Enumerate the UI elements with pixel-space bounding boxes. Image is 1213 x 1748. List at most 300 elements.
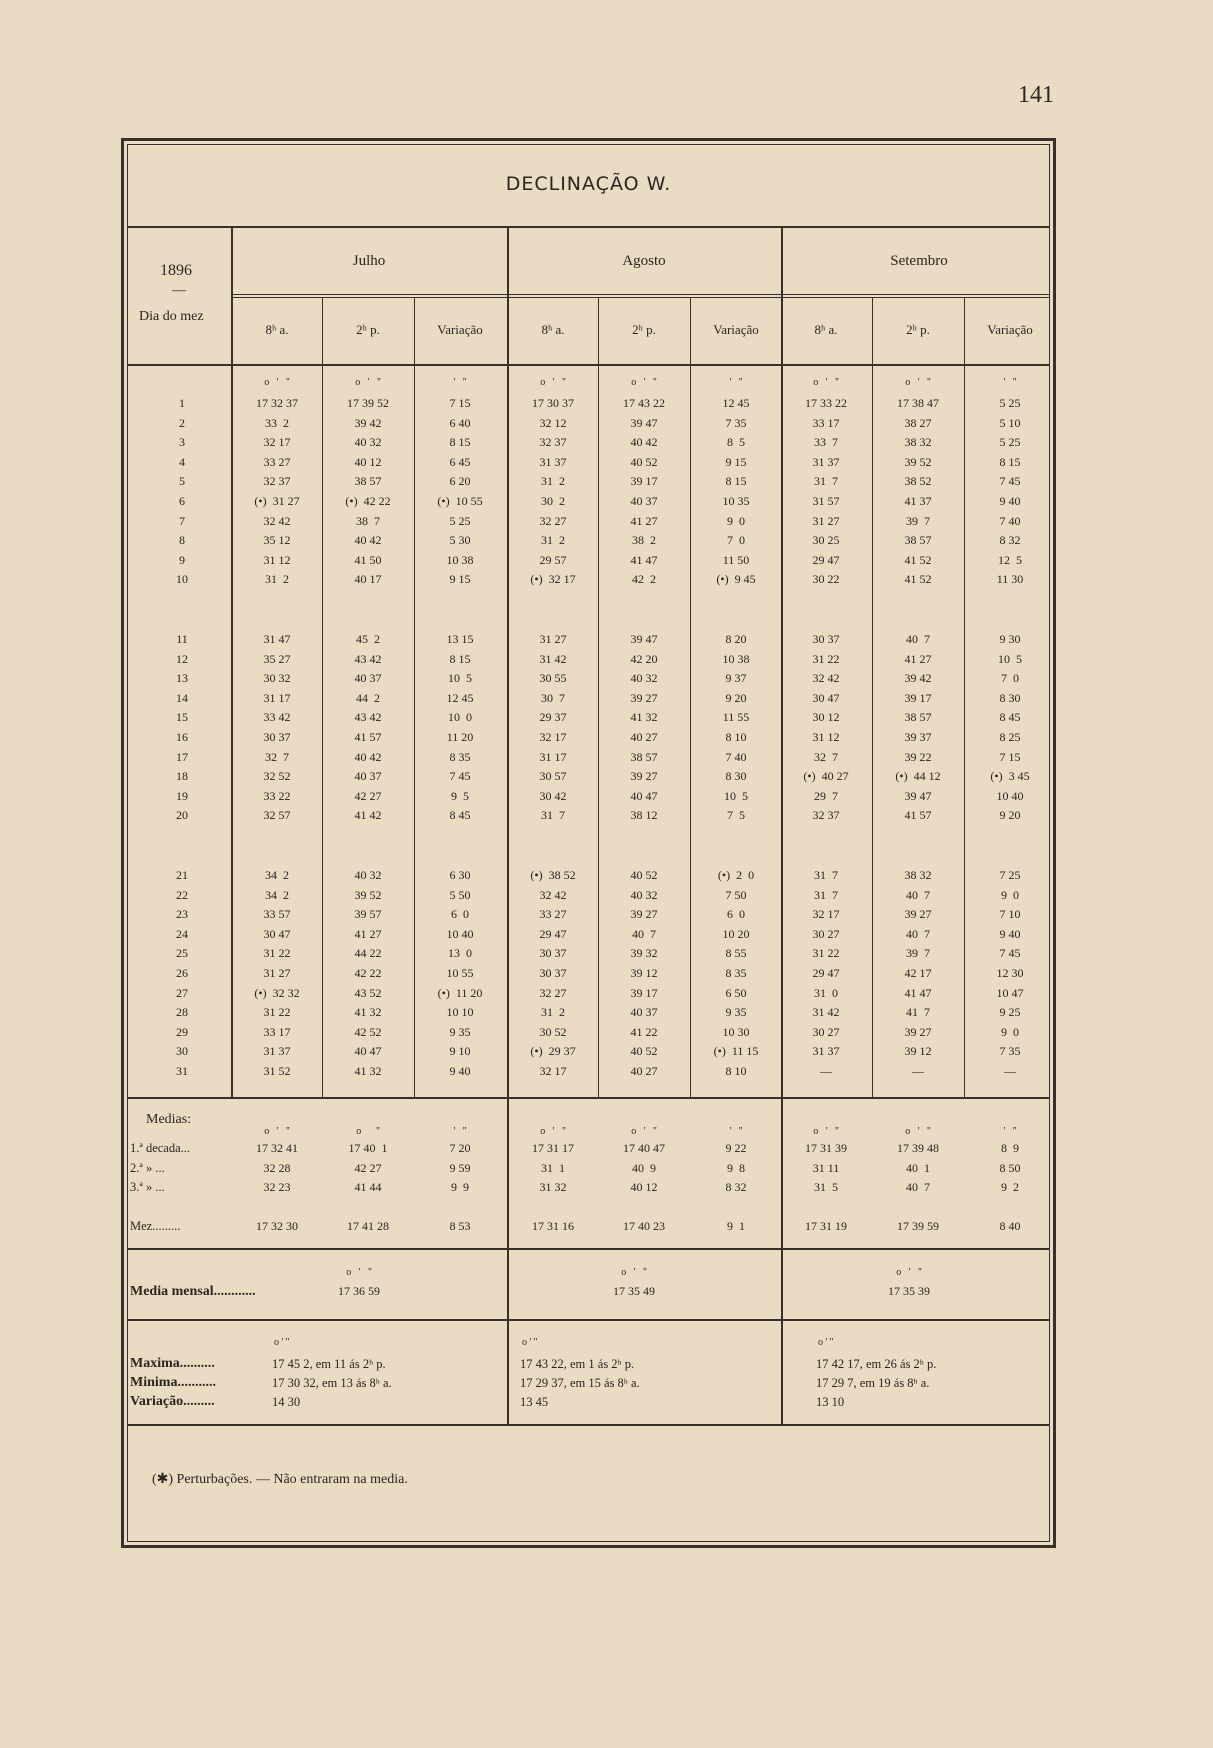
- col-sep-j2: [322, 298, 323, 1097]
- extremes-rule: [127, 1424, 1050, 1426]
- table-cell: 41 32: [354, 1064, 382, 1078]
- table-cell: 40 37: [630, 1005, 658, 1020]
- subheader-1-2: Variação: [713, 322, 759, 337]
- mez-rule: [127, 1248, 1050, 1250]
- table-cell: —: [820, 1064, 832, 1078]
- table-cell: 6 50: [725, 985, 747, 1000]
- table-cell: 10 38: [446, 552, 474, 567]
- table-cell: 40 9: [632, 1160, 656, 1175]
- unit-mark: o ' '': [540, 1126, 566, 1137]
- table-cell: 32 37: [539, 435, 567, 450]
- title-rule: [127, 226, 1050, 228]
- table-cell: 32 42: [263, 513, 291, 528]
- unit-mark: o ' '': [274, 1337, 290, 1348]
- table-cell: 8 10: [725, 730, 747, 744]
- table-cell: 8 30: [725, 769, 747, 784]
- table-cell: 10 38: [722, 651, 750, 666]
- day-number: 17: [176, 749, 188, 764]
- table-cell: (•) 32 32: [254, 985, 300, 1000]
- table-cell: 43 52: [354, 985, 382, 1000]
- table-cell: 8 5: [727, 435, 745, 450]
- table-cell: 9 10: [449, 1044, 471, 1059]
- table-cell: 40 37: [630, 494, 658, 508]
- table-cell: 42 27: [354, 1160, 382, 1175]
- table-cell: 41 44: [354, 1180, 382, 1194]
- table-cell: 39 42: [354, 415, 382, 430]
- table-cell: 9 0: [1001, 1024, 1019, 1039]
- table-cell: 8 35: [449, 749, 471, 764]
- table-cell: 38 57: [354, 474, 382, 489]
- table-cell: 11 30: [996, 572, 1024, 587]
- table-cell: 8 9: [1001, 1141, 1019, 1155]
- table-cell: 9 20: [999, 808, 1021, 823]
- table-cell: 40 7: [906, 926, 930, 941]
- table-cell: 31 37: [812, 1044, 840, 1059]
- table-cell: 32 17: [539, 1064, 567, 1078]
- table-cell: 31 22: [263, 946, 291, 961]
- table-cell: 30 37: [539, 946, 567, 961]
- table-cell: 8 45: [999, 710, 1021, 725]
- table-cell: (•) 11 20: [437, 985, 483, 1000]
- subheader-1-1: 2ʰ p.: [632, 322, 656, 337]
- col-sep-s2: [872, 298, 873, 1097]
- table-cell: 33 17: [263, 1024, 291, 1039]
- table-cell: 33 17: [812, 415, 840, 430]
- table-cell: 44 22: [354, 946, 382, 961]
- table-cell: 41 27: [904, 651, 932, 666]
- table-cell: 42 20: [630, 651, 658, 666]
- table-cell: 10 40: [446, 926, 474, 941]
- extreme-value: 17 30 32, em 13 ás 8ʰ a.: [272, 1376, 392, 1390]
- table-cell: 17 32 41: [256, 1141, 298, 1155]
- table-cell: 7 25: [999, 868, 1021, 882]
- table-title: DECLINAÇÃO W.: [505, 173, 672, 195]
- table-cell: 31 52: [263, 1064, 291, 1078]
- table-cell: 9 35: [725, 1005, 747, 1020]
- day-number: 16: [176, 730, 188, 744]
- table-cell: 8 25: [999, 730, 1021, 744]
- table-cell: 8 15: [725, 474, 747, 489]
- table-cell: 40 52: [630, 1044, 658, 1059]
- table-cell: 8 10: [725, 1064, 747, 1078]
- media-mensal-value: 17 36 59: [338, 1284, 380, 1298]
- table-cell: 43 42: [354, 651, 382, 666]
- table-cell: 13 0: [448, 946, 472, 961]
- table-cell: 17 31 16: [532, 1219, 574, 1233]
- table-cell: 9 20: [725, 690, 747, 705]
- media-mensal-label: Media mensal............: [130, 1284, 256, 1299]
- table-cell: (•) 2 0: [717, 868, 755, 882]
- table-frame-inner: [127, 144, 1050, 1542]
- table-cell: 7 0: [727, 533, 745, 548]
- month-julho: Julho: [352, 253, 386, 269]
- table-cell: 42 17: [904, 966, 932, 980]
- table-cell: 39 47: [630, 632, 658, 646]
- table-cell: 39 12: [630, 966, 658, 980]
- subheader-2-2: Variação: [987, 322, 1033, 337]
- table-cell: 10 5: [448, 671, 472, 686]
- day-number: 19: [176, 788, 188, 803]
- table-cell: 10 47: [996, 985, 1024, 1000]
- table-cell: 7 35: [999, 1044, 1021, 1059]
- table-cell: 40 32: [354, 435, 382, 450]
- table-cell: 31 7: [814, 474, 838, 489]
- unit-mark: o ' '': [813, 1126, 839, 1137]
- table-cell: 40 52: [630, 868, 658, 882]
- table-cell: 7 40: [725, 749, 747, 764]
- table-cell: 8 45: [449, 808, 471, 823]
- table-cell: 12 45: [446, 690, 474, 705]
- table-cell: 17 39 52: [347, 396, 389, 410]
- mez-label: Mez.........: [130, 1219, 181, 1233]
- table-cell: 6 40: [449, 415, 471, 430]
- col-sep-julho: [507, 228, 509, 1424]
- day-number: 13: [176, 671, 188, 686]
- table-cell: 34 2: [265, 887, 289, 902]
- table-cell: 12 45: [722, 396, 750, 410]
- day-number: 9: [179, 552, 185, 567]
- table-cell: 17 41 28: [347, 1219, 389, 1233]
- day-number: 27: [176, 985, 188, 1000]
- table-cell: 39 27: [630, 690, 658, 705]
- day-number: 25: [176, 946, 188, 961]
- table-cell: 40 1: [906, 1160, 930, 1175]
- unit-mark: o ' '': [621, 1267, 647, 1278]
- day-number: 28: [176, 1005, 188, 1020]
- col-sep-a3: [690, 298, 691, 1097]
- table-cell: 17 31 17: [532, 1141, 574, 1155]
- table-cell: 17 40 47: [623, 1141, 665, 1155]
- day-number: 23: [176, 907, 188, 922]
- table-cell: 38 7: [356, 513, 380, 528]
- unit-mark: ' '': [1003, 377, 1017, 388]
- table-cell: 9 25: [999, 1005, 1021, 1020]
- table-cell: 39 27: [904, 907, 932, 922]
- table-cell: —: [912, 1064, 924, 1078]
- day-number: 15: [176, 710, 188, 725]
- table-cell: 40 12: [354, 454, 382, 469]
- col-sep-j3: [414, 298, 415, 1097]
- table-cell: 9 1: [727, 1219, 745, 1233]
- table-cell: 32 27: [539, 985, 567, 1000]
- table-cell: 31 22: [812, 651, 840, 666]
- table-cell: 5 30: [449, 533, 471, 548]
- table-cell: 12 5: [998, 552, 1022, 567]
- table-cell: 30 47: [263, 926, 291, 941]
- day-number: 1: [179, 396, 185, 410]
- table-cell: 7 45: [449, 769, 471, 784]
- table-cell: 31 42: [539, 651, 567, 666]
- table-cell: 38 32: [904, 435, 932, 450]
- table-cell: 40 7: [906, 1180, 930, 1194]
- table-cell: (•) 31 27: [254, 494, 300, 508]
- table-cell: 45 2: [356, 632, 380, 646]
- table-cell: 40 7: [906, 632, 930, 646]
- table-cell: 31 0: [814, 985, 838, 1000]
- day-number: 22: [176, 887, 188, 902]
- table-cell: 32 37: [263, 474, 291, 489]
- table-cell: (•) 44 12: [895, 769, 941, 784]
- table-cell: (•) 42 22: [345, 494, 391, 508]
- unit-mark: o ' '': [264, 377, 290, 388]
- table-cell: 39 27: [630, 907, 658, 922]
- table-cell: 32 17: [263, 435, 291, 450]
- table-cell: 39 57: [354, 907, 382, 922]
- table-cell: 11 55: [722, 710, 750, 725]
- unit-mark: o ' '': [813, 377, 839, 388]
- table-cell: 32 23: [263, 1180, 291, 1194]
- table-cell: 32 7: [265, 749, 289, 764]
- table-cell: 40 47: [354, 1044, 382, 1059]
- extreme-label: Variação.........: [130, 1394, 215, 1409]
- table-cell: 33 2: [265, 415, 289, 430]
- table-cell: 9 35: [449, 1024, 471, 1039]
- table-cell: 41 42: [354, 808, 382, 823]
- table-cell: 8 35: [725, 966, 747, 980]
- table-cell: 6 0: [451, 907, 469, 922]
- table-cell: 17 32 30: [256, 1219, 298, 1233]
- table-cell: (•) 9 45: [716, 572, 756, 587]
- table-cell: 40 52: [630, 454, 658, 469]
- table-cell: 34 2: [265, 868, 289, 882]
- day-number: 2: [179, 415, 185, 430]
- day-number: 12: [176, 651, 188, 666]
- table-cell: 30 22: [812, 572, 840, 587]
- table-cell: 33 57: [263, 907, 291, 922]
- table-cell: 17 39 48: [897, 1141, 939, 1155]
- table-cell: 31 57: [812, 494, 840, 508]
- table-cell: 9 0: [1001, 887, 1019, 902]
- table-cell: 7 35: [725, 415, 747, 430]
- table-cell: 10 20: [722, 926, 750, 941]
- unit-mark: o ' '': [896, 1267, 922, 1278]
- table-cell: 5 10: [999, 415, 1021, 430]
- table-cell: 39 47: [630, 415, 658, 430]
- table-cell: 30 57: [539, 769, 567, 784]
- table-cell: 7 20: [449, 1141, 471, 1155]
- table-cell: 31 11: [812, 1160, 840, 1175]
- table-cell: 42 52: [354, 1024, 382, 1039]
- day-number: 21: [176, 868, 188, 882]
- day-number: 20: [176, 808, 188, 823]
- table-cell: 29 47: [812, 552, 840, 567]
- year-dash: —: [172, 283, 186, 298]
- table-cell: 39 17: [630, 985, 658, 1000]
- table-cell: 31 5: [814, 1180, 838, 1194]
- table-cell: 10 35: [722, 494, 750, 508]
- table-cell: 8 15: [449, 435, 471, 450]
- table-cell: 9 40: [999, 494, 1021, 508]
- table-cell: 9 5: [451, 788, 469, 803]
- table-cell: 41 47: [904, 985, 932, 1000]
- table-cell: 9 30: [999, 632, 1021, 646]
- table-cell: 41 22: [630, 1024, 658, 1039]
- year-label: 1896: [160, 262, 192, 279]
- table-cell: 39 47: [904, 788, 932, 803]
- extreme-value: 17 42 17, em 26 ás 2ʰ p.: [816, 1357, 937, 1371]
- table-cell: 42 22: [354, 966, 382, 980]
- table-cell: 30 7: [541, 690, 565, 705]
- unit-mark: ' '': [729, 1126, 743, 1137]
- table-cell: 30 25: [812, 533, 840, 548]
- table-cell: 5 25: [999, 396, 1021, 410]
- table-cell: 8 15: [999, 454, 1021, 469]
- subheader-2-0: 8ʰ a.: [814, 322, 838, 337]
- day-number: 11: [176, 632, 188, 646]
- table-cell: 7 45: [999, 474, 1021, 489]
- table-cell: 32 37: [812, 808, 840, 823]
- extreme-label: Minima...........: [130, 1375, 216, 1390]
- table-cell: 42 27: [354, 788, 382, 803]
- table-cell: 39 52: [354, 887, 382, 902]
- unit-mark: ' '': [453, 1126, 467, 1137]
- table-cell: 9 15: [449, 572, 471, 587]
- table-cell: 9 15: [725, 454, 747, 469]
- table-cell: —: [1004, 1064, 1016, 1078]
- day-number: 26: [176, 966, 188, 980]
- table-cell: 8 55: [725, 946, 747, 961]
- table-cell: 40 12: [630, 1180, 658, 1194]
- table-cell: 13 15: [446, 632, 474, 646]
- table-cell: 31 2: [541, 533, 565, 548]
- table-cell: 31 17: [539, 749, 567, 764]
- table-cell: 35 27: [263, 651, 291, 666]
- table-cell: 30 12: [812, 710, 840, 725]
- table-cell: 31 22: [812, 946, 840, 961]
- table-cell: 38 2: [632, 533, 656, 548]
- table-cell: 39 32: [630, 946, 658, 961]
- page-number: 141: [1018, 82, 1054, 108]
- table-cell: 41 52: [904, 552, 932, 567]
- table-cell: 31 7: [541, 808, 565, 823]
- header-rule: [127, 364, 1050, 366]
- table-cell: 38 32: [904, 868, 932, 882]
- table-cell: 40 42: [354, 749, 382, 764]
- table-cell: 17 31 19: [805, 1219, 847, 1233]
- table-cell: 6 0: [727, 907, 745, 922]
- day-number: 5: [179, 474, 185, 489]
- table-cell: 41 52: [904, 572, 932, 587]
- table-cell: 40 27: [630, 730, 658, 744]
- table-cell: 30 47: [812, 690, 840, 705]
- table-cell: 7 50: [725, 887, 747, 902]
- table-cell: 40 17: [354, 572, 382, 587]
- unit-mark: o ' '': [522, 1337, 538, 1348]
- table-cell: 41 37: [904, 494, 932, 508]
- table-cell: 31 12: [263, 552, 291, 567]
- table-cell: 11 50: [722, 552, 750, 567]
- table-cell: 41 7: [906, 1005, 930, 1020]
- table-cell: 41 32: [630, 710, 658, 725]
- table-cell: 39 42: [904, 671, 932, 686]
- table-cell: 32 7: [814, 749, 838, 764]
- table-cell: 8 40: [999, 1219, 1021, 1233]
- table-cell: 9 40: [999, 926, 1021, 941]
- decade-label: 1.ª decada...: [130, 1141, 191, 1155]
- table-cell: 31 32: [539, 1180, 567, 1194]
- table-cell: 40 42: [630, 435, 658, 450]
- medias-label: Medias:: [146, 1112, 192, 1127]
- table-cell: 8 20: [725, 632, 747, 646]
- table-cell: 39 37: [904, 730, 932, 744]
- subheader-2-1: 2ʰ p.: [906, 322, 930, 337]
- table-cell: 35 12: [263, 533, 291, 548]
- table-cell: 10 10: [446, 1005, 474, 1020]
- unit-mark: o ' '': [355, 377, 381, 388]
- table-cell: 38 12: [630, 808, 658, 823]
- table-cell: 33 27: [263, 454, 291, 469]
- table-cell: 32 27: [539, 513, 567, 528]
- table-cell: 17 40 23: [623, 1219, 665, 1233]
- table-cell: 31 47: [263, 632, 291, 646]
- table-cell: 33 22: [263, 788, 291, 803]
- table-cell: 32 12: [539, 415, 567, 430]
- extreme-value: 17 29 7, em 19 ás 8ʰ a.: [816, 1376, 930, 1390]
- table-cell: 6 20: [449, 474, 471, 489]
- table-cell: 31 12: [812, 730, 840, 744]
- table-cell: 8 50: [999, 1160, 1021, 1175]
- day-number: 30: [176, 1044, 188, 1059]
- table-cell: 39 22: [904, 749, 932, 764]
- table-cell: 31 2: [541, 474, 565, 489]
- table-cell: 31 27: [263, 966, 291, 980]
- unit-mark: o ' '': [346, 1267, 372, 1278]
- table-cell: 29 47: [539, 926, 567, 941]
- table-cell: 39 27: [630, 769, 658, 784]
- table-cell: 9 40: [449, 1064, 471, 1078]
- table-cell: 6 45: [449, 454, 471, 469]
- table-cell: 30 27: [812, 926, 840, 941]
- month-rule-2: [232, 297, 1050, 298]
- extreme-label: Maxima..........: [130, 1356, 215, 1371]
- table-cell: 41 27: [630, 513, 658, 528]
- table-cell: 29 47: [812, 966, 840, 980]
- medias-rule: [127, 1097, 1050, 1099]
- footnote: (✱) Perturbações. — Não entraram na media.: [152, 1472, 408, 1487]
- table-cell: 39 27: [904, 1024, 932, 1039]
- extreme-value: 17 29 37, em 15 ás 8ʰ a.: [520, 1376, 640, 1390]
- table-cell: 31 27: [812, 513, 840, 528]
- table-cell: 39 12: [904, 1044, 932, 1059]
- table-cell: 43 42: [354, 710, 382, 725]
- decade-label: 3.ª » ...: [130, 1180, 165, 1194]
- table-cell: 10 30: [722, 1024, 750, 1039]
- unit-mark: o ' '': [540, 377, 566, 388]
- table-cell: 30 2: [541, 494, 565, 508]
- unit-mark: o ' '': [631, 377, 657, 388]
- decade-label: 2.ª » ...: [130, 1160, 165, 1175]
- table-cell: 31 2: [541, 1005, 565, 1020]
- day-number: 6: [179, 494, 185, 508]
- table-cell: 30 37: [812, 632, 840, 646]
- table-cell: 7 45: [999, 946, 1021, 961]
- day-number: 18: [176, 769, 188, 784]
- table-cell: 40 47: [630, 788, 658, 803]
- table-cell: 32 52: [263, 769, 291, 784]
- table-cell: 40 37: [354, 769, 382, 784]
- media-mensal-value: 17 35 39: [888, 1284, 930, 1298]
- table-cell: 5 50: [449, 887, 471, 902]
- extreme-value: 13 10: [816, 1395, 845, 1409]
- day-number: 29: [176, 1024, 188, 1039]
- table-cell: 32 28: [263, 1160, 291, 1175]
- table-cell: 9 2: [1001, 1180, 1019, 1194]
- subheader-0-0: 8ʰ a.: [265, 322, 289, 337]
- month-agosto: Agosto: [622, 253, 666, 269]
- table-cell: 8 32: [725, 1180, 747, 1194]
- table-cell: 40 32: [630, 671, 658, 686]
- subheader-0-1: 2ʰ p.: [356, 322, 380, 337]
